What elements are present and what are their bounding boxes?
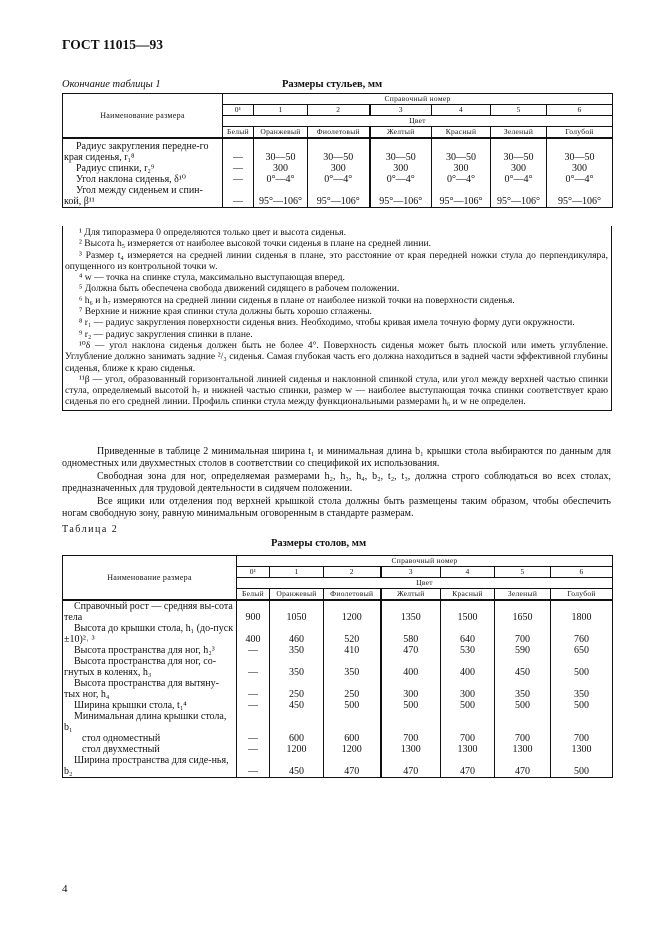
row-label: Ширина крышки стола, t₁⁴	[63, 700, 237, 711]
cell-value: 470	[441, 755, 495, 778]
reference-number: 3	[370, 105, 432, 116]
table-row	[63, 623, 613, 645]
cell-value: 95°—106°	[370, 185, 432, 208]
cell-value: 250	[324, 678, 381, 700]
cell-value: 300	[432, 163, 491, 174]
cell-value: 300	[308, 163, 370, 174]
table-row	[63, 174, 613, 185]
cell-value: 0°—4°	[547, 174, 613, 185]
document-header: ГОСТ 11015—93	[62, 37, 164, 52]
cell-value: —	[237, 656, 270, 678]
cell-value	[495, 711, 551, 733]
cell-value: 400	[441, 656, 495, 678]
table-row	[63, 645, 613, 656]
cell-value: 580	[381, 623, 441, 645]
cell-value: 1300	[551, 744, 613, 755]
cell-value: 460	[270, 623, 324, 645]
table-row	[63, 733, 613, 744]
cell-value: 300	[370, 163, 432, 174]
footnote: ² Высота h₅ измеряется от наиболее высокой точки сиденья в плане на средней линии.	[79, 238, 431, 250]
table1-footnotes	[62, 226, 612, 411]
cell-value: 0°—4°	[308, 174, 370, 185]
color-name: Оранжевый	[254, 127, 308, 139]
cell-value: 500	[324, 700, 381, 711]
cell-value: 470	[381, 645, 441, 656]
cell-value: —	[237, 755, 270, 778]
reference-number: 4	[441, 567, 495, 578]
row-label: Угол наклона сиденья, δ¹⁰	[63, 174, 223, 185]
cell-value: 450	[270, 755, 324, 778]
table-row	[63, 656, 613, 678]
reference-number: 6	[547, 105, 613, 116]
cell-value: —	[223, 163, 254, 174]
cell-value: —	[237, 744, 270, 755]
cell-value: —	[237, 733, 270, 744]
cell-value: 700	[441, 733, 495, 744]
cell-value: 500	[551, 656, 613, 678]
cell-value: 95°—106°	[308, 185, 370, 208]
cell-value	[441, 711, 495, 733]
row-label: стол одноместный	[63, 733, 237, 744]
cell-value: 300	[254, 163, 308, 174]
cell-value: 95°—106°	[491, 185, 547, 208]
cell-value: 30—50	[432, 138, 491, 163]
reference-number: 0¹	[223, 105, 254, 116]
table-row	[63, 755, 613, 778]
cell-value: 0°—4°	[432, 174, 491, 185]
cell-value: 760	[551, 623, 613, 645]
color-name: Зеленый	[495, 589, 551, 601]
table-row	[63, 744, 613, 755]
cell-value: 640	[441, 623, 495, 645]
cell-value: 300	[381, 678, 441, 700]
cell-value: 350	[324, 656, 381, 678]
paragraph: Приведенные в таблице 2 минимальная ширина t₁ и минимальная длина b₁ крышки стола выбираются по данным для одноместных или двухместных столов в соответствии со спецификой их использования.	[62, 446, 611, 470]
row-label: Высота пространства для ног, h₂³	[63, 645, 237, 656]
cell-value: 590	[495, 645, 551, 656]
cell-value: 0°—4°	[491, 174, 547, 185]
reference-number: 2	[324, 567, 381, 578]
cell-value: 1800	[551, 600, 613, 623]
row-label: Минимальная длина крышки стола, b₁	[63, 711, 237, 733]
cell-value: —	[223, 138, 254, 163]
cell-value: 400	[381, 656, 441, 678]
color-name: Голубой	[551, 589, 613, 601]
color-name: Белый	[223, 127, 254, 139]
table-row	[63, 700, 613, 711]
row-label: Высота пространства для ног, со-гнутых в коленях, h₃	[63, 656, 237, 678]
reference-number: 3	[381, 567, 441, 578]
table-row	[63, 711, 613, 733]
color-header: Цвет	[223, 116, 613, 127]
cell-value: 400	[237, 623, 270, 645]
cell-value: 250	[270, 678, 324, 700]
cell-value: 30—50	[370, 138, 432, 163]
body-text	[62, 446, 611, 520]
paragraph: Свободная зона для ног, определяемая размерами h₂, h₃, h₄, b₂, t₂, t₃, должна строго соблюдаться во всех столах, предназначенных для трудовой деятельности в сидячем положении.	[62, 470, 611, 495]
cell-value: 450	[495, 656, 551, 678]
color-name: Красный	[441, 589, 495, 601]
cell-value: 700	[551, 733, 613, 744]
row-label: Радиус закругления передне-го края сиденья, r₁⁸	[63, 138, 223, 163]
table-row	[63, 600, 613, 623]
footnote: ⁴ w — точка на спинке стула, максимально выступающая вперед.	[79, 272, 345, 284]
color-name: Красный	[432, 127, 491, 139]
cell-value: 30—50	[491, 138, 547, 163]
cell-value: 470	[324, 755, 381, 778]
reference-number-header: Справочный номер	[223, 94, 613, 105]
cell-value: —	[237, 678, 270, 700]
cell-value	[551, 711, 613, 733]
footnote: ³ Размер t₄ измеряется на средней линии сиденья в плане, это расстояние от края передней ножки стула до перпендикуляра, опущенного из контрольной точки w.	[65, 249, 608, 272]
cell-value: 0°—4°	[370, 174, 432, 185]
cell-value: 95°—106°	[432, 185, 491, 208]
cell-value: —	[223, 174, 254, 185]
row-label: Высота пространства для вытяну-тых ног, h₄	[63, 678, 237, 700]
cell-value: 500	[551, 755, 613, 778]
cell-value: 500	[495, 700, 551, 711]
footnote: ¹ Для типоразмера 0 определяются только цвет и высота сиденья.	[79, 227, 346, 238]
cell-value: 300	[491, 163, 547, 174]
cell-value: —	[223, 185, 254, 208]
cell-value: 1200	[324, 744, 381, 755]
cell-value: 95°—106°	[547, 185, 613, 208]
cell-value: 30—50	[308, 138, 370, 163]
row-label: Высота до крышки стола, h₁ (до-пуск ±10)²˒ ³	[63, 623, 237, 645]
reference-number: 2	[308, 105, 370, 116]
cell-value: 450	[270, 700, 324, 711]
row-label: Справочный рост — средняя вы-сота тела	[63, 600, 237, 623]
cell-value: 300	[547, 163, 613, 174]
cell-value: 1300	[495, 744, 551, 755]
reference-number: 1	[254, 105, 308, 116]
cell-value: 1300	[441, 744, 495, 755]
table2-caption: Таблица 2	[62, 524, 119, 535]
cell-value: —	[237, 700, 270, 711]
footnote: ⁸ r₁ — радиус закругления поверхности сиденья вниз. Необходимо, чтобы кривая имела точную форму дуги окружности.	[79, 317, 575, 329]
footnote: ¹⁰δ — угол наклона сиденья должен быть не более 4°. Поверхность сиденья может быть плоской или иметь углубление. Углубление должно занимать задние ²/₃ сиденья. Самая глубокая часть его должна находиться в задней части эффективной глубины сиденья, ближе к краю сиденья.	[65, 339, 608, 374]
cell-value: 95°—106°	[254, 185, 308, 208]
cell-value: 700	[381, 733, 441, 744]
cell-value: 600	[270, 733, 324, 744]
color-name: Голубой	[547, 127, 613, 139]
row-label: Угол между сиденьем и спин-кой, β¹¹	[63, 185, 223, 208]
table-row	[63, 185, 613, 208]
cell-value: 1350	[381, 600, 441, 623]
cell-value: 350	[270, 645, 324, 656]
reference-number: 0¹	[237, 567, 270, 578]
footnote: ¹¹β — угол, образованный горизонтальной линией сиденья и наклонной спинкой стула, или угол между верхней частью спинки стула, определяемый высотой h₇ и нижней частью спинки, размер w — наиболее выступающая точка спинки соответствует краю сиденья по его средней линии. Профиль спинки стула между функциональными размерами h₆ и w не определен.	[65, 373, 608, 408]
cell-value: 530	[441, 645, 495, 656]
chair-dimensions-table	[62, 93, 613, 208]
name-column-header: Наименование размера	[63, 94, 223, 139]
header-row	[63, 556, 613, 567]
table-row	[63, 163, 613, 174]
footnote: ⁵ Должна быть обеспечена свобода движений сидящего в рабочем положении.	[79, 283, 400, 295]
cell-value: 500	[551, 700, 613, 711]
cell-value: 500	[381, 700, 441, 711]
cell-value: 350	[551, 678, 613, 700]
table-row	[63, 678, 613, 700]
cell-value: 350	[495, 678, 551, 700]
color-name: Желтый	[381, 589, 441, 601]
reference-number: 6	[551, 567, 613, 578]
color-name: Фиолетовый	[324, 589, 381, 601]
cell-value: 700	[495, 733, 551, 744]
name-column-header: Наименование размера	[63, 556, 237, 601]
cell-value: —	[237, 645, 270, 656]
cell-value: 600	[324, 733, 381, 744]
cell-value: 1200	[324, 600, 381, 623]
cell-value: 900	[237, 600, 270, 623]
page-number: 4	[62, 883, 68, 895]
cell-value: 1650	[495, 600, 551, 623]
cell-value: 1050	[270, 600, 324, 623]
table-dimensions-table	[62, 555, 613, 778]
footnote: ⁹ r₂ — радиус закругления спинки в плане.	[79, 328, 253, 340]
cell-value: 350	[270, 656, 324, 678]
reference-number: 5	[491, 105, 547, 116]
color-name: Желтый	[370, 127, 432, 139]
row-label: Радиус спинки, r₂⁹	[63, 163, 223, 174]
footnote: ⁶ h₆ и h₇ измеряются на средней линии сиденья в плане от наиболее низкой точки на поверхности сиденья.	[79, 294, 515, 306]
cell-value: 470	[381, 755, 441, 778]
reference-number: 4	[432, 105, 491, 116]
cell-value: 300	[441, 678, 495, 700]
reference-number: 1	[270, 567, 324, 578]
color-name: Зеленый	[491, 127, 547, 139]
cell-value: 30—50	[547, 138, 613, 163]
reference-number-header: Справочный номер	[237, 556, 613, 567]
cell-value: 470	[495, 755, 551, 778]
cell-value	[237, 711, 270, 733]
cell-value: 520	[324, 623, 381, 645]
table1-title: Размеры стульев, мм	[282, 79, 383, 90]
color-name: Оранжевый	[270, 589, 324, 601]
row-label: стол двухместный	[63, 744, 237, 755]
reference-number: 5	[495, 567, 551, 578]
cell-value	[381, 711, 441, 733]
color-header: Цвет	[237, 578, 613, 589]
cell-value: 700	[495, 623, 551, 645]
cell-value: 30—50	[254, 138, 308, 163]
cell-value: 1500	[441, 600, 495, 623]
header-row	[63, 94, 613, 105]
cell-value	[324, 711, 381, 733]
cell-value	[270, 711, 324, 733]
cell-value: 500	[441, 700, 495, 711]
paragraph: Все ящики или отделения под верхней крышкой стола должны быть размещены таким образом, чтобы обеспечить ногам свободную зону, равную минимальным оговоренным в стандарте размерам.	[62, 495, 611, 520]
table1-continuation-caption: Окончание таблицы 1	[62, 79, 161, 90]
row-label: Ширина пространства для сиде-нья, b₂	[63, 755, 237, 778]
cell-value: 650	[551, 645, 613, 656]
cell-value: 410	[324, 645, 381, 656]
footnote: ⁷ Верхние и нижние края спинки стула должны быть хорошо сглажены.	[79, 306, 372, 318]
color-name: Фиолетовый	[308, 127, 370, 139]
color-name: Белый	[237, 589, 270, 601]
cell-value: 1200	[270, 744, 324, 755]
cell-value: 1300	[381, 744, 441, 755]
cell-value: 0°—4°	[254, 174, 308, 185]
table-row	[63, 138, 613, 163]
table2-title: Размеры столов, мм	[271, 538, 367, 549]
